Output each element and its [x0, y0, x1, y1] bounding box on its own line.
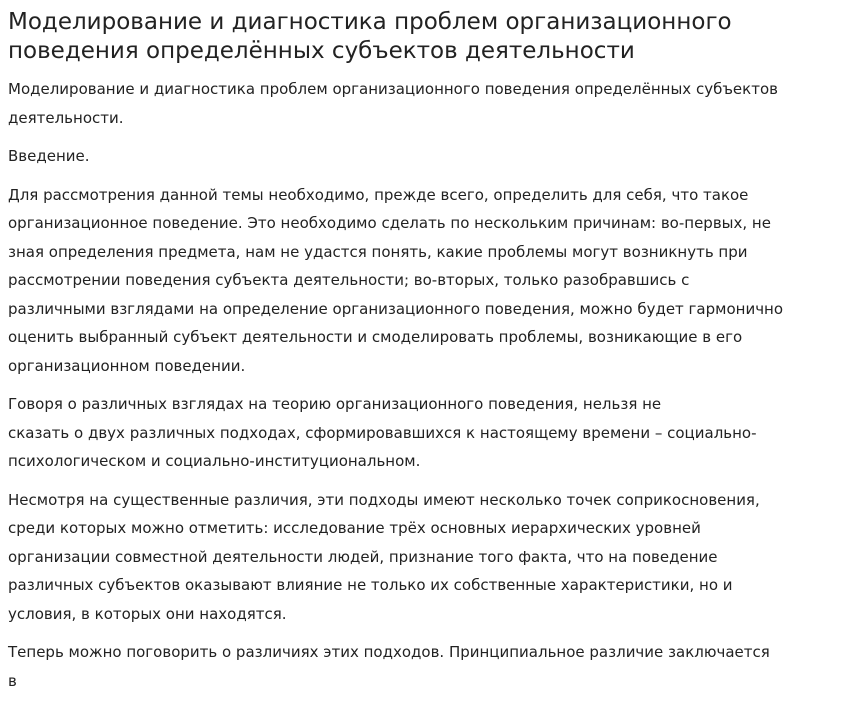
paragraph-approaches: Говоря о различных взглядах на теорию организационного поведения, нельзя не сказать о двух различных подходах, сформировавшихся к настоящему времени – социально- психологическом и социально-институциональном.: [8, 395, 757, 470]
paragraph-intro-title: Моделирование и диагностика проблем организационного поведения определённых субъектов деятельности.: [8, 80, 778, 127]
paragraph-introduction-heading: Введение.: [8, 147, 90, 165]
paragraph-definition: Для рассмотрения данной темы необходимо, прежде всего, определить для себя, что такое организационное поведение. Это необходимо сделать по нескольким причинам: во-первых, не зная определения предмета, нам не удастся понять, какие проблемы могут возникнуть при рассмотрении поведения субъекта деятельности; во-вторых, только разобравшись с различными взглядами на определение организационного поведения, можно будет гармонично оценить выбранный субъект деятельности и смоделировать проблемы, возникающие в его организационном поведении.: [8, 185, 784, 375]
paragraph-differences: Теперь можно поговорить о различиях этих подходов. Принципиальное различие заключается в: [8, 643, 770, 690]
page-title: Моделирование и диагностика проблем организационного поведения определённых субъектов деятельности: [8, 9, 732, 64]
paragraph-common-points: Несмотря на существенные различия, эти подходы имеют несколько точек соприкосновения, среди которых можно отметить: исследование трёх основных иерархических уровней организации совместной деятельности людей, признание того факта, что на поведение различных субъектов оказывают влияние не только их собственные характеристики, но и условия, в которых они находятся.: [8, 490, 760, 623]
